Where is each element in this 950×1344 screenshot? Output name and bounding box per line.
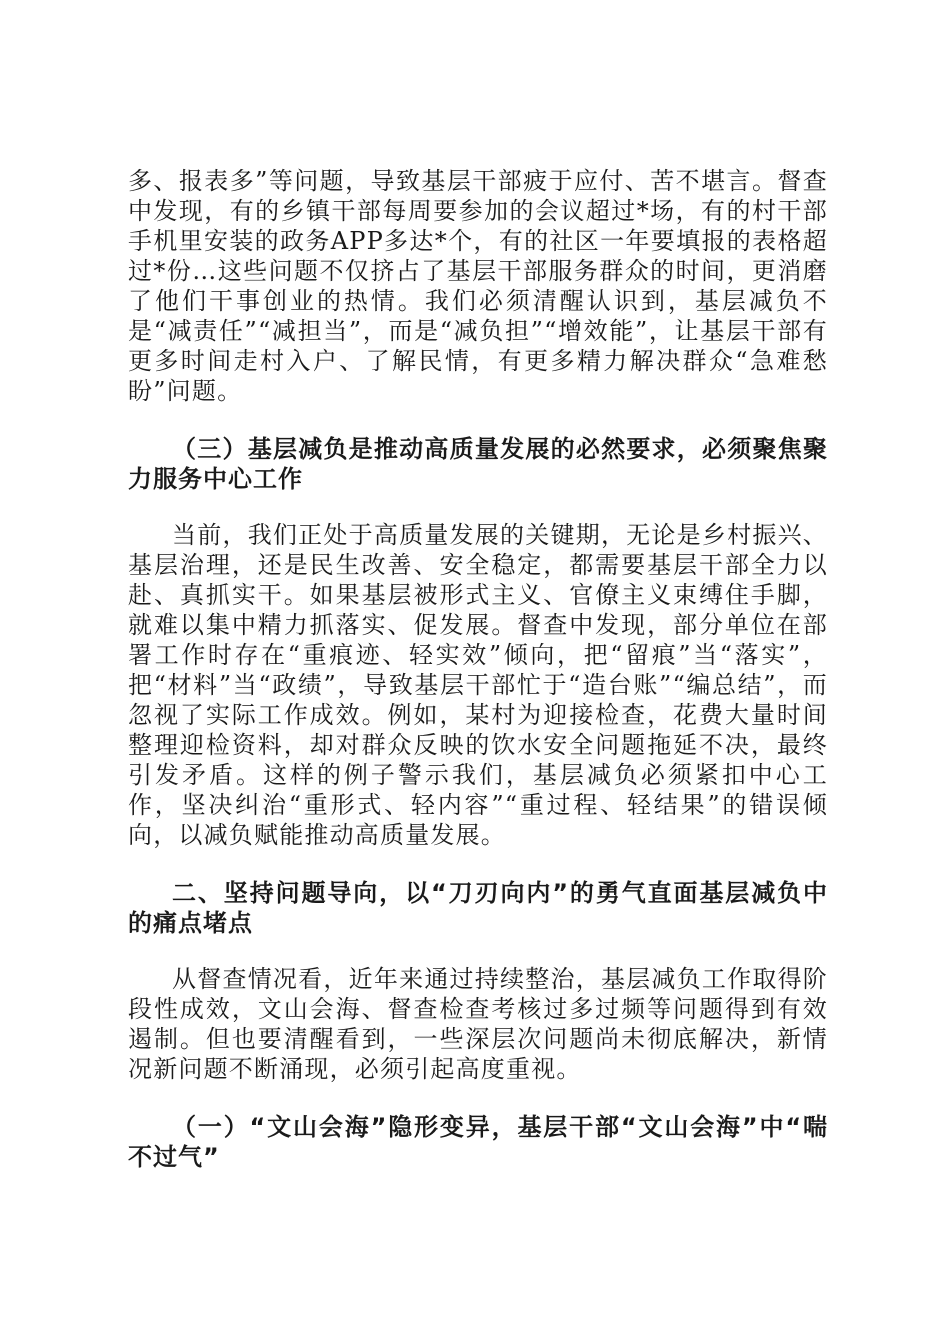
section-heading-3: （三）基层减负是推动高质量发展的必然要求，必须聚焦聚力服务中心工作 [128, 435, 828, 493]
body-paragraph-3: 从督查情况看，近年来通过持续整治，基层减负工作取得阶段性成效，文山会海、督查检查考核过多过频等问题得到有效遏制。但也要清醒看到，一些深层次问题尚未彻底解决，新情况新问题不断涌现，必须引起高度重视。 [128, 965, 828, 1083]
section-heading-1: （一）“文山会海”隐形变异，基层干部“文山会海”中“喘不过气” [128, 1113, 828, 1171]
document-page [128, 166, 828, 1172]
body-paragraph-1: 多、报表多”等问题，导致基层干部疲于应付、苦不堪言。督查中发现，有的乡镇干部每周要参加的会议超过*场，有的村干部手机里安装的政务APP多达*个，有的社区一年要填报的表格超过*份…这些问题不仅挤占了基层干部服务群众的时间，更消磨了他们干事创业的热情。我们必须清醒认识到，基层减负不是“减责任”“减担当”，而是“减负担”“增效能”，让基层干部有更多时间走村入户、了解民情，有更多精力解决群众“急难愁盼”问题。 [128, 167, 828, 405]
chapter-heading-2: 二、坚持问题导向，以“刀刃向内”的勇气直面基层减负中的痛点堵点 [128, 879, 828, 937]
body-paragraph-2: 当前，我们正处于高质量发展的关键期，无论是乡村振兴、基层治理，还是民生改善、安全稳定，都需要基层干部全力以赴、真抓实干。如果基层被形式主义、官僚主义束缚住手脚，就难以集中精力抓落实、促发展。督查中发现，部分单位在部署工作时存在“重痕迹、轻实效”倾向，把“留痕”当“落实”，把“材料”当“政绩”，导致基层干部忙于“造台账”“编总结”，而忽视了实际工作成效。例如，某村为迎接检查，花费大量时间整理迎检资料，却对群众反映的饮水安全问题拖延不决，最终引发矛盾。这样的例子警示我们，基层减负必须紧扣中心工作，坚决纠治“重形式、轻内容”“重过程、轻结果”的错误倾向，以减负赋能推动高质量发展。 [128, 521, 828, 849]
